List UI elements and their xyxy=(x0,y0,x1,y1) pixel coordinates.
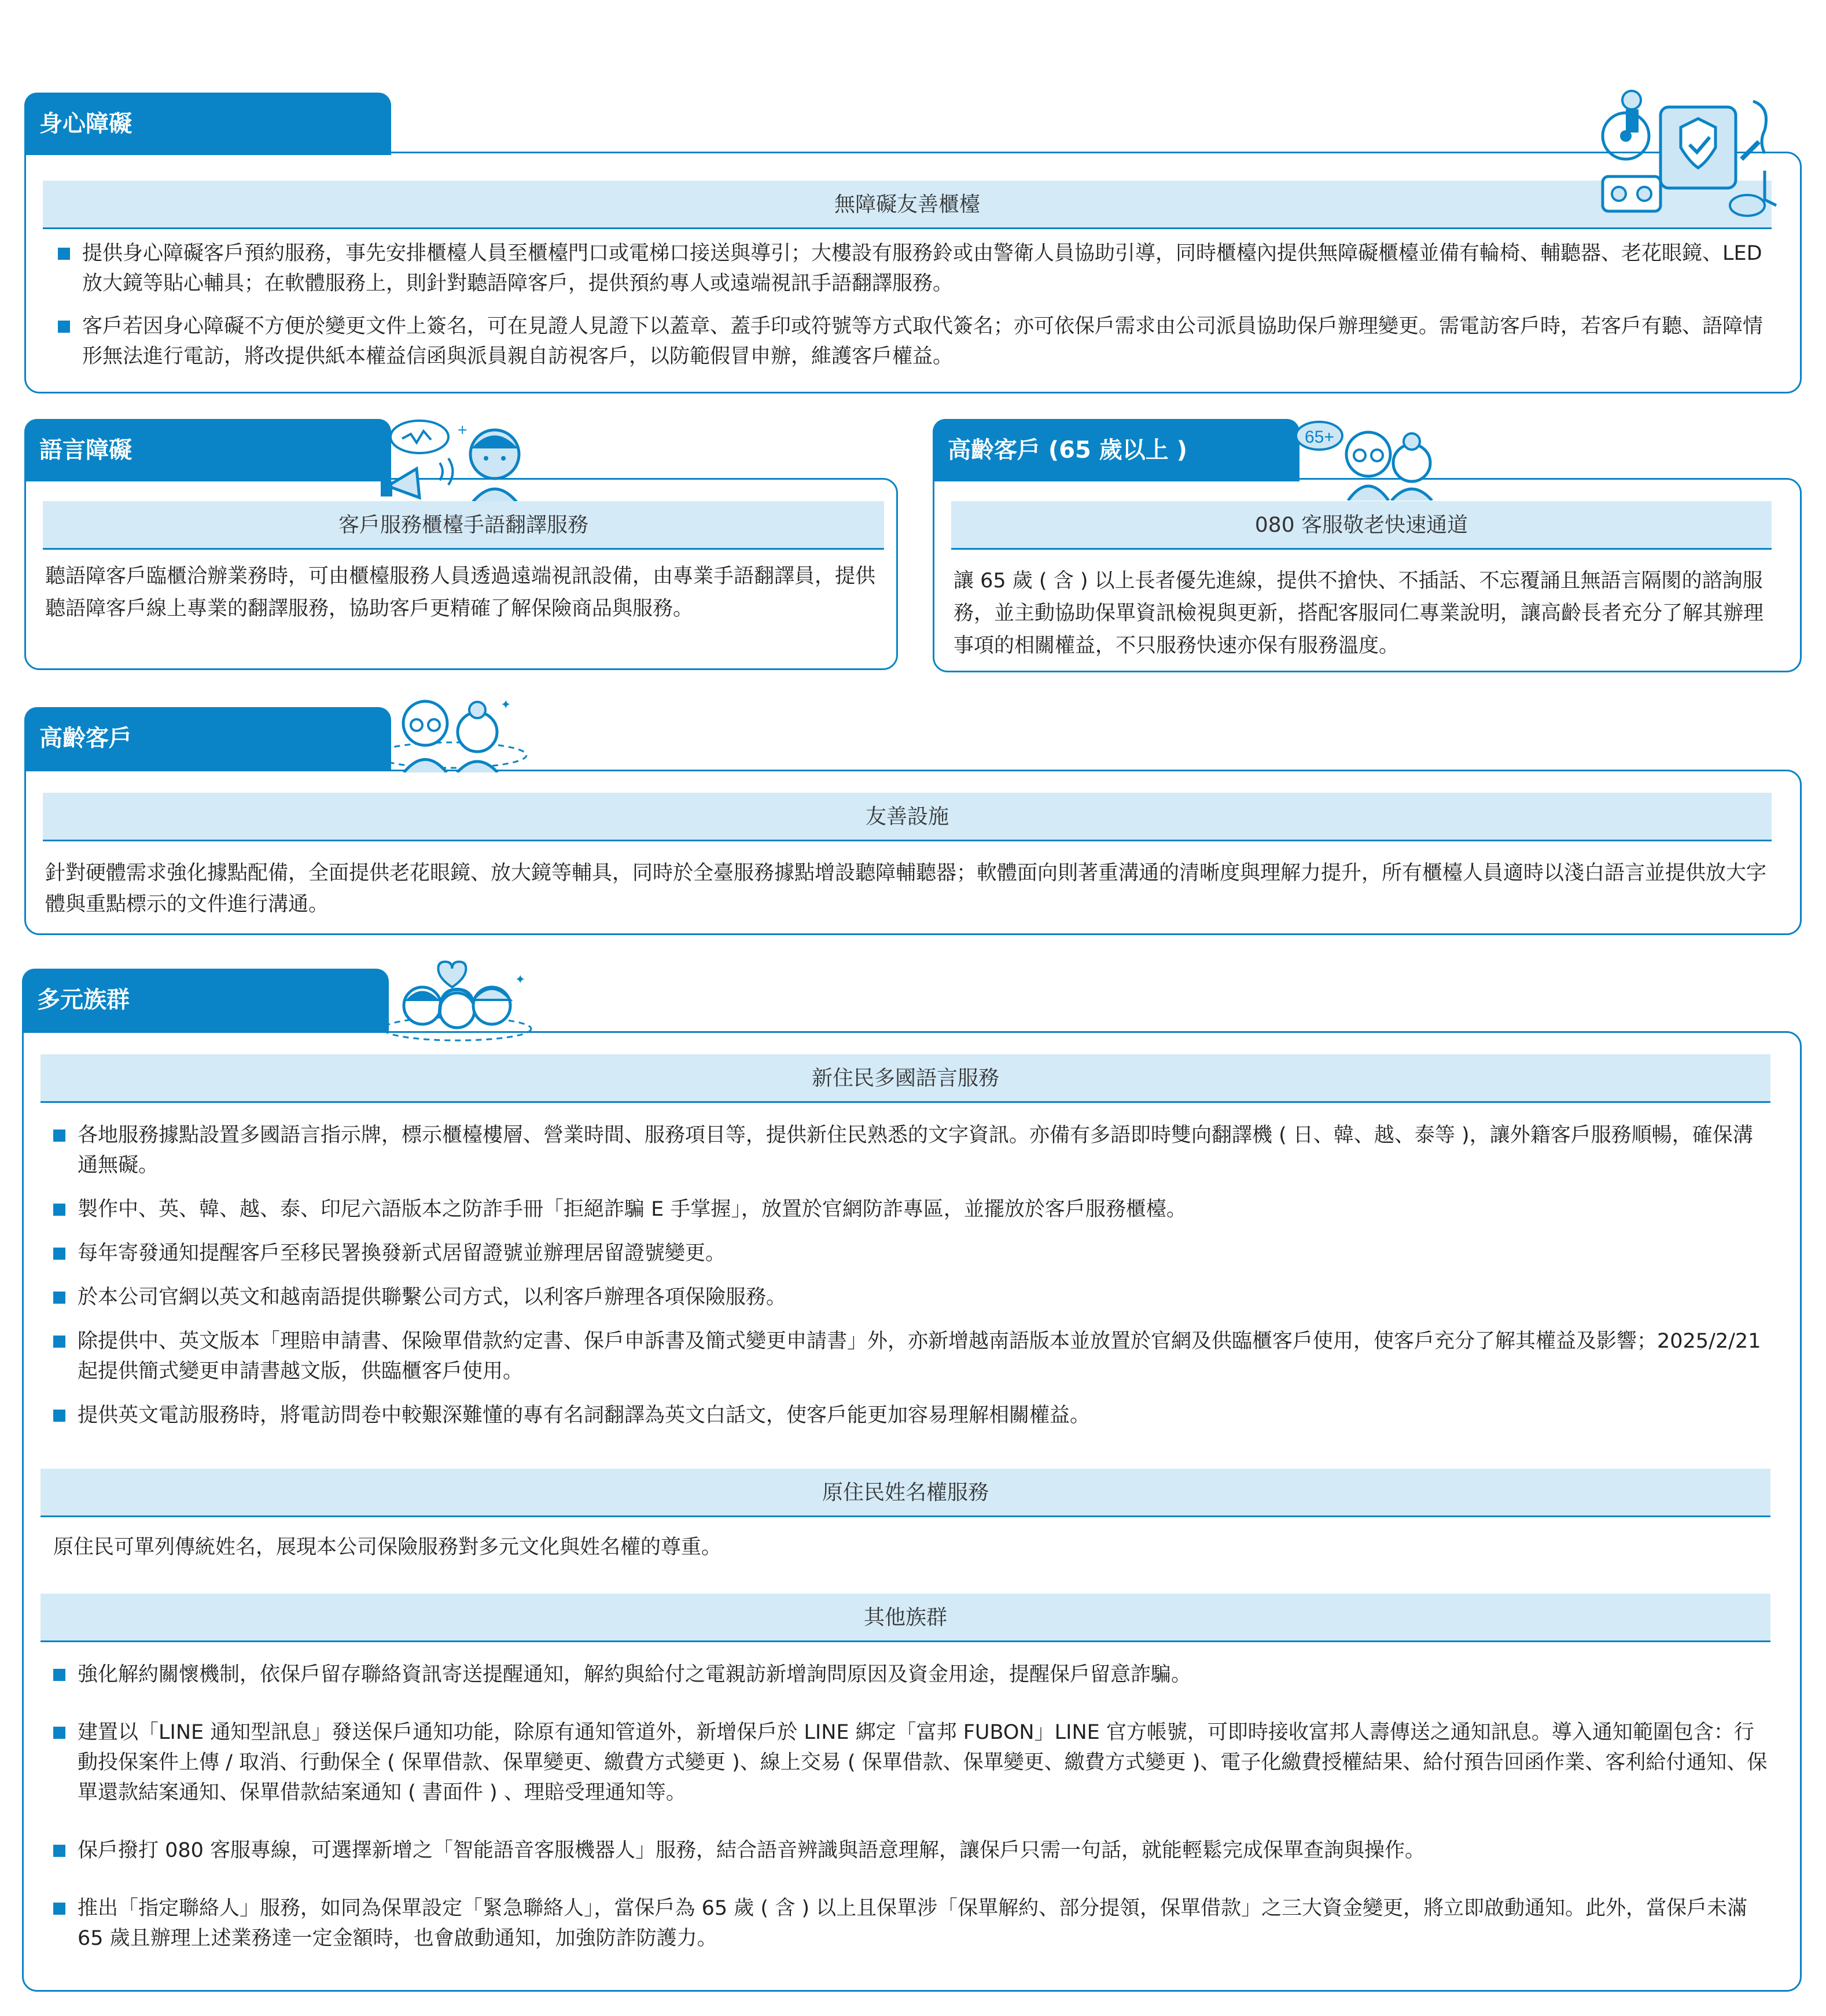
list-item: 提供身心障礙客戶預約服務，事先安排櫃檯人員至櫃檯門口或電梯口接送與導引；大樓設有服務鈴或由警衛人員協助引導，同時櫃檯內提供無障礙櫃檯並備有輪椅、輔聽器、老花眼鏡、LED 放大鏡等貼心輔具；在軟體服務上，則針對聽語障客戶，提供預約專人或遠端視訊手語翻譯服務。 xyxy=(58,238,1770,299)
list-item: 於本公司官網以英文和越南語提供聯繫公司方式，以利客戶辦理各項保險服務。 xyxy=(53,1282,1769,1312)
list-item: 保戶撥打 080 客服專線，可選擇新增之「智能語音客服機器人」服務，結合語音辨識與語意理解，讓保戶只需一句話，就能輕鬆完成保單查詢與操作。 xyxy=(53,1835,1769,1866)
senior-subhead: 友善設施 xyxy=(43,793,1772,841)
list-item: 每年寄發通知提醒客戶至移民署換發新式居留證號並辦理居留證號變更。 xyxy=(53,1238,1769,1268)
list-item: 客戶若因身心障礙不方便於變更文件上簽名，可在見證人見證下以蓋章、蓋手印或符號等方式取代簽名；亦可依保戶需求由公司派員協助保戶辦理變更。需電訪客戶時，若客戶有聽、語障情形無法進行電訪，將改提供紙本權益信函與派員親自訪視客戶，以防範假冒申辦，維護客戶權益。 xyxy=(58,311,1770,371)
disability-list xyxy=(58,238,1770,371)
others-subhead: 其他族群 xyxy=(41,1594,1770,1642)
list-item: 提供英文電訪服務時，將電訪問卷中較艱深難懂的專有名詞翻譯為英文白話文，使客戶能更加容易理解相關權益。 xyxy=(53,1400,1769,1430)
list-item: 製作中、英、韓、越、泰、印尼六語版本之防詐手冊「拒絕詐騙 E 手掌握」，放置於官網防詐專區，並擺放於客戶服務櫃檯。 xyxy=(53,1194,1769,1224)
svg-text:✦: ✦ xyxy=(515,973,526,987)
list-item: 強化解約關懷機制，依保戶留存聯絡資訊寄送提醒通知，解約與給付之電親訪新增詢問原因及資金用途，提醒保戶留意詐騙。 xyxy=(53,1660,1769,1690)
others-list xyxy=(53,1660,1769,1954)
new-residents-list xyxy=(53,1120,1769,1430)
diverse-tab: 多元族群 xyxy=(22,969,389,1031)
list-item: 推出「指定聯絡人」服務，如同為保單設定「緊急聯絡人」，當保戶為 65 歲 ( 含 ) 以上且保單涉「保單解約、部分提領，保單借款」之三大資金變更，將立即啟動通知。此外，當保戶未滿 65 歲且辦理上述業務達一定金額時，也會啟動通知，加強防詐防護力。 xyxy=(53,1893,1769,1954)
senior-text: 針對硬體需求強化據點配備，全面提供老花眼鏡、放大鏡等輔具，同時於全臺服務據點增設聽障輔聽器；軟體面向則著重溝通的清晰度與理解力提升，所有櫃檯人員適時以淺白語言並提供放大字體與重點標示的文件進行溝通。 xyxy=(45,862,1767,916)
senior65-text: 讓 65 歲 ( 含 ) 以上長者優先進線，提供不搶快、不插話、不忘覆誦且無語言隔閡的諮詢服務，並主動協助保單資訊檢視與更新，搭配客服同仁專業說明，讓高齡長者充分了解其辦理事項的相關權益，不只服務快速亦保有服務溫度。 xyxy=(954,569,1764,657)
senior65-subhead: 080 客服敬老快速通道 xyxy=(951,501,1772,550)
new-residents-subhead: 新住民多國語言服務 xyxy=(41,1054,1770,1103)
list-item: 各地服務據點設置多國語言指示牌，標示櫃檯樓層、營業時間、服務項目等，提供新住民熟悉的文字資訊。亦備有多語即時雙向翻譯機 ( 日、韓、越、泰等 )，讓外籍客戶服務順暢，確保溝通無礙。 xyxy=(53,1120,1769,1180)
accessibility-illustration xyxy=(1591,84,1782,220)
indigenous-subhead: 原住民姓名權服務 xyxy=(41,1469,1770,1517)
sign-language-illustration xyxy=(376,417,532,503)
senior65-tab: 高齡客戶 (65 歲以上 ) xyxy=(933,419,1299,481)
disability-subhead: 無障礙友善櫃檯 xyxy=(43,181,1772,229)
language-subhead: 客戶服務櫃檯手語翻譯服務 xyxy=(43,501,884,550)
elderly-couple-illustration xyxy=(1273,414,1446,501)
indigenous-text: 原住民可單列傳統姓名，展現本公司保險服務對多元文化與姓名權的尊重。 xyxy=(53,1536,722,1559)
svg-text:✦: ✦ xyxy=(500,698,511,712)
list-item: 建置以「LINE 通知型訊息」發送保戶通知功能，除原有通知管道外，新增保戶於 LINE 綁定「富邦 FUBON」LINE 官方帳號，可即時接收富邦人壽傳送之通知訊息。導入通知範圍包含：行動投保案件上傳 / 取消、行動保全 ( 保單借款、保單變更、繳費方式變更 )、線上交易 ( 保單借款、保單變更、繳費方式變更 )、電子化繳費授權結果、給付預告回函作業、客利給付通知、保單還款結案通知、保單借款結案通知 ( 書面件 ) 、理賠受理通知等。 xyxy=(53,1717,1769,1808)
svg-text:✦: ✦ xyxy=(1284,459,1297,475)
age-badge: 65+ xyxy=(1305,428,1334,447)
elderly-couple-illustration xyxy=(370,691,532,772)
language-text: 聽語障客戶臨櫃洽辦業務時，可由櫃檯服務人員透過遠端視訊設備，由專業手語翻譯員，提供聽語障客戶線上專業的翻譯服務，協助客戶更精確了解保險商品與服務。 xyxy=(45,565,876,620)
language-tab: 語言障礙 xyxy=(24,419,391,481)
disability-tab: 身心障礙 xyxy=(24,93,391,155)
list-item: 除提供中、英文版本「理賠申請書、保險單借款約定書、保戶申訴書及簡式變更申請書」外，亦新增越南語版本並放置於官網及供臨櫃客戶使用，使客戶充分了解其權益及影響；2025/2/21 起提供簡式變更申請書越文版，供臨櫃客戶使用。 xyxy=(53,1326,1769,1386)
senior-tab: 高齡客戶 xyxy=(24,707,391,770)
diverse-people-illustration xyxy=(376,955,538,1044)
svg-text:+: + xyxy=(457,423,468,437)
